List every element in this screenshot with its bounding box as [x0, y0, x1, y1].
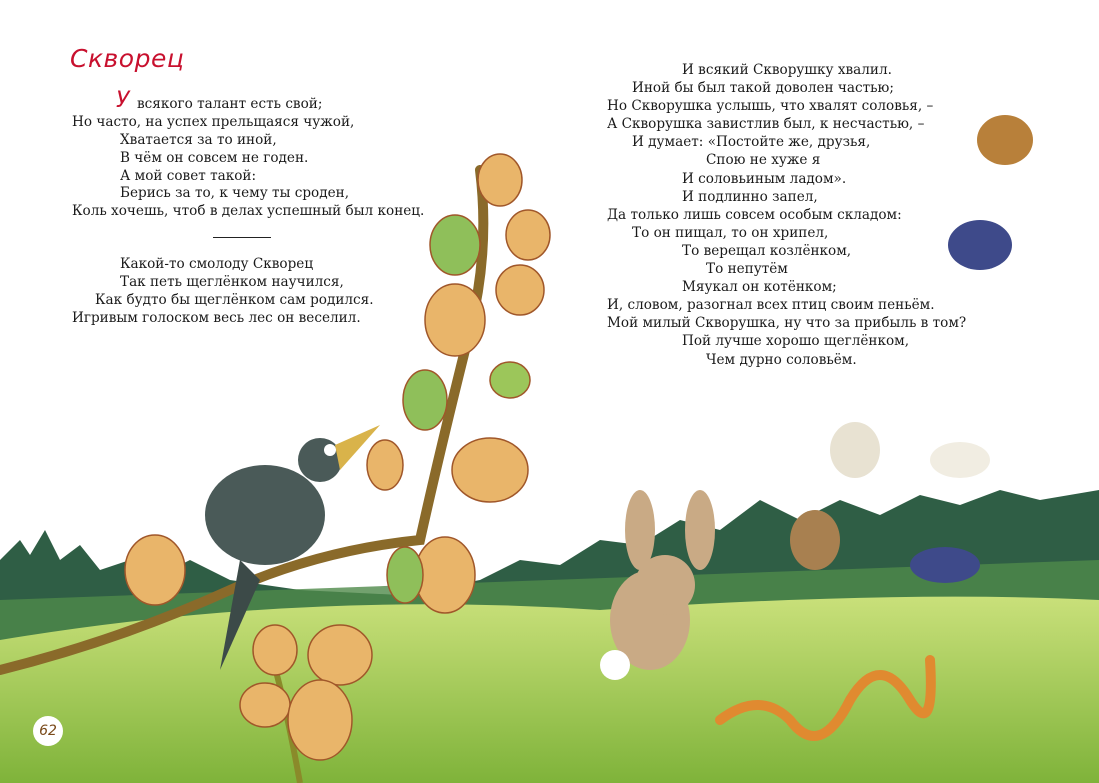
verse-line: Иной бы был такой доволен частью; — [632, 80, 894, 97]
verse-line: Да только лишь совсем особым складом: — [607, 206, 902, 223]
left-column — [72, 88, 425, 328]
verse-line: Чем дурно соловьём. — [706, 351, 857, 368]
verse-line: И, словом, разогнал всех птиц своим пеньём. — [607, 297, 935, 314]
verse-line: Коль хочешь, чтоб в делах успешный был конец. — [72, 203, 425, 220]
verse-line: И подлинно запел, — [682, 188, 818, 205]
page-number: 62 — [33, 716, 63, 746]
verse-line: Пой лучше хорошо щеглёнком, — [682, 333, 910, 350]
verse-line: Спою не хуже я — [706, 152, 821, 169]
verse-line: То непутём — [706, 261, 788, 278]
verse-line: Игривым голоском весь лес он веселил. — [72, 309, 361, 326]
verse-line: Какой-то смолоду Скворец — [120, 256, 314, 273]
verse-line: То верещал козлёнком, — [682, 242, 852, 259]
verse-line: Так петь щеглёнком научился, — [120, 273, 344, 290]
right-column — [607, 61, 966, 369]
verse-line: Хватается за то иной, — [120, 131, 277, 148]
poem-title: Скворец — [70, 44, 185, 73]
verse-line: Мяукал он котёнком; — [682, 279, 837, 296]
verse-line: И соловьиным ладом». — [682, 170, 847, 187]
verse-line: То он пищал, то он хрипел, — [632, 224, 829, 241]
stanza-divider — [213, 237, 271, 238]
drop-cap: У — [116, 88, 130, 113]
verse-line: И всякий Скворушку хвалил. — [682, 62, 892, 78]
verse-line: всякого талант есть свой; — [137, 96, 323, 112]
verse-line: И думает: «Постойте же, друзья, — [632, 134, 871, 151]
verse-line: В чём он совсем не годен. — [120, 149, 309, 166]
verse-line: Но часто, на успех прельщаяся чужой, — [72, 113, 355, 130]
verse-line: А Скворушка завистлив был, к несчастью, – — [607, 116, 925, 133]
verse-line: А мой совет такой: — [120, 167, 257, 184]
verse-line: Мой милый Скворушка, ну что за прибыль в том? — [607, 315, 967, 332]
verse-line: Но Скворушка услышь, что хвалят соловья, – — [607, 98, 934, 115]
verse-line: Берись за то, к чему ты сроден, — [120, 185, 350, 202]
verse-line: Как будто бы щеглёнком сам родился. — [95, 291, 374, 308]
